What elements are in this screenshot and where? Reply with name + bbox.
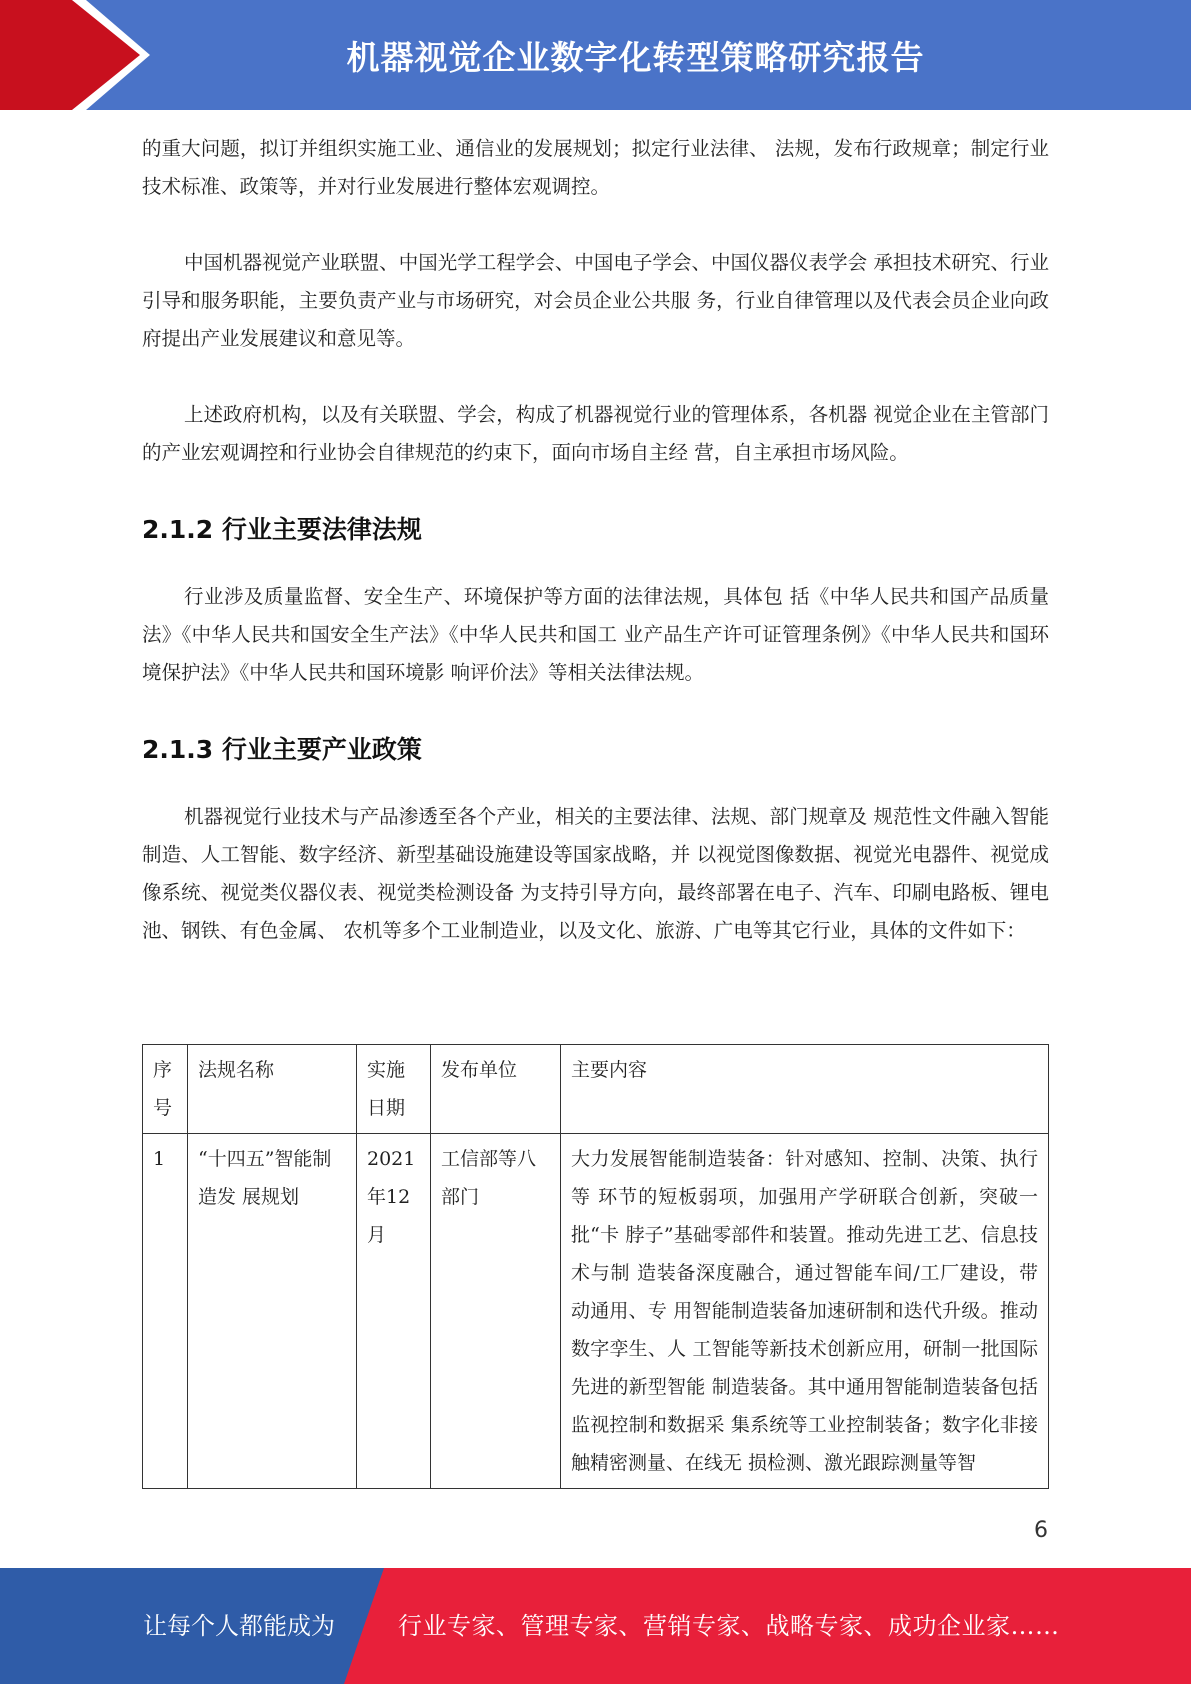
cell-issuer: 工信部等八部门 — [431, 1134, 561, 1489]
cell-date: 2021年12月 — [357, 1134, 431, 1489]
cell-no: 1 — [143, 1134, 188, 1489]
header-cell-no: 序号 — [143, 1045, 188, 1134]
paragraph-1: 的重大问题，拟订并组织实施工业、通信业的发展规划；拟定行业法律、 法规，发布行政规章；制定行业技术标准、政策等，并对行业发展进行整体宏观调控。 — [142, 137, 1049, 198]
paragraph-3: 上述政府机构，以及有关联盟、学会，构成了机器视觉行业的管理体系，各机器 视觉企业在主管部门的产业宏观调控和行业协会自律规范的约束下，面向市场自主经 营，自主承担市场风险。 — [142, 403, 1049, 464]
header-cell-issuer: 发布单位 — [431, 1045, 561, 1134]
section-heading-2-1-3: 2.1.3 行业主要产业政策 — [142, 735, 422, 764]
document-title: 机器视觉企业数字化转型策略研究报告 — [346, 37, 925, 77]
section-heading-2-1-2: 2.1.2 行业主要法律法规 — [142, 515, 422, 544]
footer-banner — [0, 1568, 1191, 1684]
regulations-table — [142, 1044, 1049, 1489]
cell-content: 大力发展智能制造装备：针对感知、控制、决策、执行等 环节的短板弱项，加强用产学研联合创新，突破一批“卡 脖子”基础零部件和装置。推动先进工艺、信息技术与制 造装备深度融合，通过智能车间/工厂建设，带动通用、专 用智能制造装备加速研制和迭代升级。推动数字孪生、人 工智能等新技术创新应用，研制一批国际先进的新型智能 制造装备。其中通用智能制造装备包括监视控制和数据采 集系统等工业控制装备；数字化非接触精密测量、在线无 损检测、激光跟踪测量等智 — [561, 1134, 1049, 1489]
header-cell-content: 主要内容 — [561, 1045, 1049, 1134]
footer-slogan-right: 行业专家、管理专家、营销专家、战略专家、成功企业家…… — [398, 1612, 1060, 1640]
paragraph-5: 机器视觉行业技术与产品渗透至各个产业，相关的主要法律、法规、部门规章及 规范性文件融入智能制造、人工智能、数字经济、新型基础设施建设等国家战略，并 以视觉图像数据、视觉光电器件、视觉成像系统、视觉类仪器仪表、视觉类检测设备 为支持引导方向，最终部署在电子、汽车、印刷电路板、锂电池、钢铁、有色金属、 农机等多个工业制造业，以及文化、旅游、广电等其它行业，具体的文件如下： — [142, 805, 1049, 942]
page-number: 6 — [1034, 1518, 1048, 1543]
table-header-row — [143, 1045, 1049, 1134]
table-row — [143, 1134, 1049, 1489]
paragraph-2: 中国机器视觉产业联盟、中国光学工程学会、中国电子学会、中国仪器仪表学会 承担技术研究、行业引导和服务职能，主要负责产业与市场研究，对会员企业公共服 务，行业自律管理以及代表会员企业向政府提出产业发展建议和意见等。 — [142, 251, 1049, 350]
header-cell-name: 法规名称 — [188, 1045, 357, 1134]
paragraph-4: 行业涉及质量监督、安全生产、环境保护等方面的法律法规，具体包 括《中华人民共和国产品质量法》《中华人民共和国安全生产法》《中华人民共和国工 业产品生产许可证管理条例》《中华人民共和国环境保护法》《中华人民共和国环境影 响评价法》等相关法律法规。 — [142, 585, 1049, 684]
footer-slogan-left: 让每个人都能成为 — [143, 1612, 335, 1640]
header-banner — [0, 0, 1191, 110]
header-cell-date: 实施日期 — [357, 1045, 431, 1134]
document-body — [142, 130, 1049, 950]
cell-name: “十四五”智能制造发 展规划 — [188, 1134, 357, 1489]
